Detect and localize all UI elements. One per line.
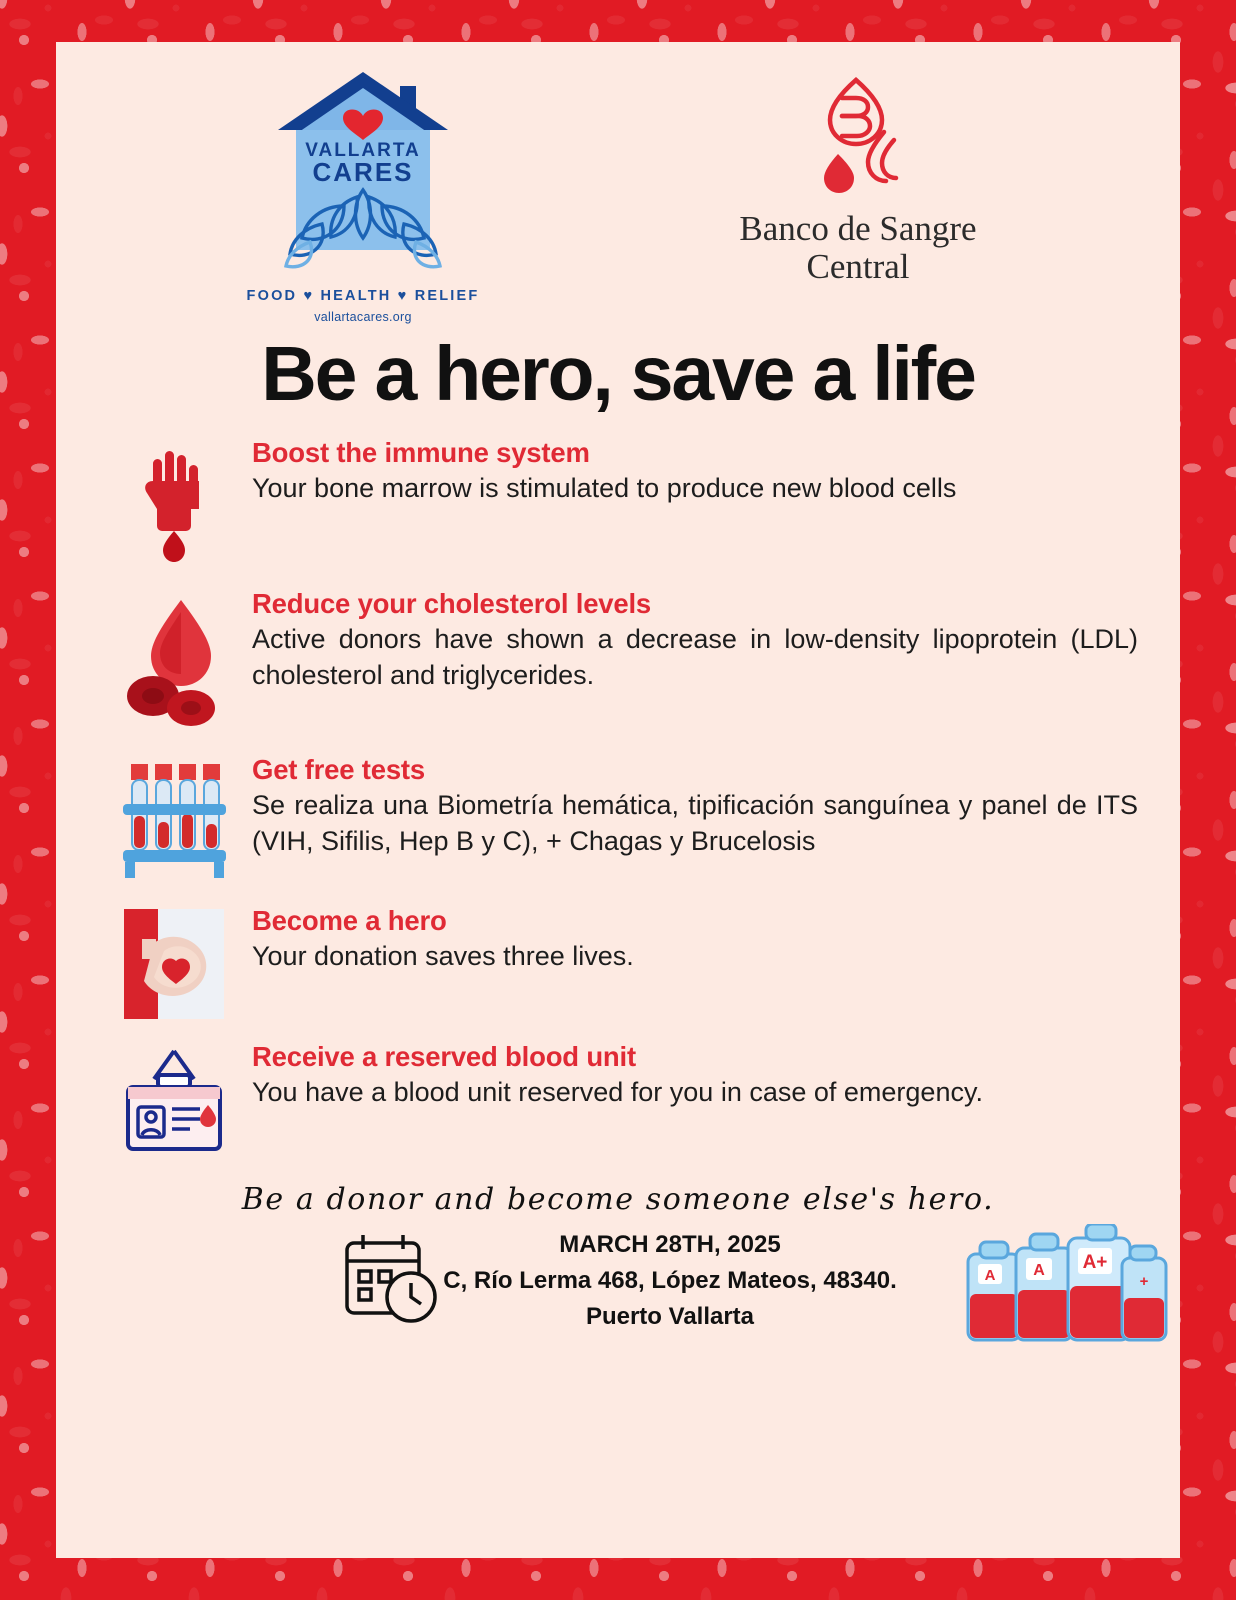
benefit-text: You have a blood unit reserved for you in case of emergency.: [252, 1077, 983, 1107]
hands-heart-photo-icon: [114, 905, 234, 1019]
house-lotus-heart-logo: [248, 64, 478, 279]
benefit-item: [114, 588, 1138, 732]
bsc-blood-drop-logo: [798, 70, 918, 205]
benefit-title: Get free tests: [252, 754, 425, 785]
benefit-item: [114, 437, 1138, 566]
test-tube-rack-icon: [114, 754, 234, 883]
blood-bank-name-line2: Central: [806, 246, 910, 286]
benefit-text: Se realiza una Biometría hemática, tipificación sanguínea y panel de ITS (VIH, Sifilis, Hep B y C), + Chagas y Brucelosis: [252, 790, 1138, 856]
benefit-title: Boost the immune system: [252, 437, 590, 468]
benefit-text: Your donation saves three lives.: [252, 941, 634, 971]
svg-text:A: A: [1033, 1262, 1045, 1279]
poster-content: [56, 42, 1180, 1558]
benefit-item: [114, 1041, 1138, 1160]
svg-text:VALLARTA: VALLARTA: [305, 140, 421, 161]
benefits-list: [114, 437, 1138, 1160]
calendar-clock-icon: [339, 1229, 447, 1334]
benefit-title: Receive a reserved blood unit: [252, 1041, 636, 1072]
benefit-text: Your bone marrow is stimulated to produce new blood cells: [252, 473, 957, 503]
benefit-text: Active donors have shown a decrease in low-density lipoprotein (LDL) cholesterol and triglycerides.: [252, 624, 1138, 690]
svg-text:A: A: [984, 1267, 996, 1284]
svg-text:+: +: [1139, 1273, 1149, 1290]
blood-drop-cells-icon: [114, 588, 234, 732]
tagline-script: Be a donor and become someone else's hero.: [241, 1182, 995, 1217]
benefit-item: [114, 754, 1138, 883]
event-date: MARCH 28TH, 2025: [559, 1231, 781, 1258]
blood-bank-name-line1: Banco de Sangre: [739, 209, 977, 248]
benefit-title: Become a hero: [252, 905, 447, 936]
event-city: Puerto Vallarta: [585, 1303, 755, 1330]
vallarta-cares-logo: [213, 64, 513, 324]
vallarta-cares-tagline: FOOD ♥ HEALTH ♥ RELIEF: [246, 288, 480, 304]
vallarta-cares-url[interactable]: vallartacares.org: [314, 310, 412, 324]
blood-bags-icon: [960, 1224, 1170, 1359]
svg-text:CARES: CARES: [312, 157, 414, 187]
benefit-item: [114, 905, 1138, 1019]
hand-blood-drop-icon: [114, 437, 234, 566]
logo-row: [56, 42, 1180, 324]
event-details: [443, 1227, 897, 1335]
svg-text:A+: A+: [1082, 1252, 1108, 1273]
blood-bank-logo: [693, 64, 1023, 286]
event-address: C, Río Lerma 468, López Mateos, 48340.: [443, 1267, 897, 1294]
benefit-title: Reduce your cholesterol levels: [252, 588, 652, 619]
event-footer: [56, 1227, 1180, 1335]
page-title: Be a hero, save a life: [261, 331, 975, 417]
donor-id-card-icon: [114, 1041, 234, 1160]
